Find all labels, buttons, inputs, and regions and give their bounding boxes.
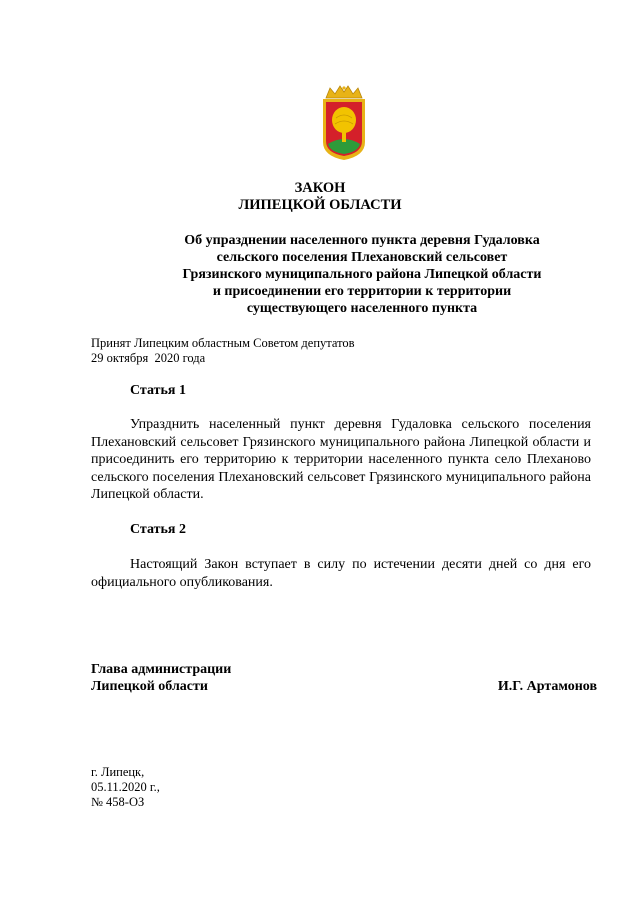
law-title-line1: ЗАКОН xyxy=(294,180,346,196)
signature-block xyxy=(91,661,597,695)
footer-date: 05.11.2020 г., xyxy=(91,780,160,794)
signatory-position-line2: Липецкой области xyxy=(91,679,208,694)
law-subject-line: существующего населенного пункта xyxy=(246,301,478,316)
law-subject-line: Об упразднении населенного пункта деревня Гудаловка xyxy=(184,233,540,248)
law-subject-line: и присоединении его территории к территории xyxy=(212,284,512,299)
footer-place: г. Липецк, xyxy=(91,765,145,779)
law-subject-line: сельского поселения Плехановский сельсовет xyxy=(216,250,508,265)
law-subject-line: Грязинского муниципального района Липецкой области xyxy=(182,267,542,282)
article-1-text: Упразднить населенный пункт деревня Гудаловка сельского поселения Плехановский сельсовет Грязинского муниципального района Липецкой области и присоединить его территорию к территории населенного пункта село Плеханово сельского поселения Плехановский сельсовет Грязинского муниципального района Липецкой области. xyxy=(91,417,591,502)
footer-number: № 458-ОЗ xyxy=(91,795,145,809)
article-1-heading: Статья 1 xyxy=(130,383,186,398)
article-2-heading: Статья 2 xyxy=(130,522,186,537)
law-subject xyxy=(0,232,640,317)
adoption-date: 29 октября 2020 года xyxy=(91,351,206,365)
adoption-body: Принят Липецким областным Советом депутатов xyxy=(91,336,355,350)
signatory-name: И.Г. Артамонов xyxy=(497,679,597,694)
signatory-position-line1: Глава администрации xyxy=(91,662,232,677)
coat-of-arms-icon xyxy=(318,84,370,162)
document-footer xyxy=(91,765,160,810)
law-title-line2: ЛИПЕЦКОЙ ОБЛАСТИ xyxy=(238,197,402,213)
law-title xyxy=(0,180,640,214)
adoption-note xyxy=(91,336,355,366)
article-2-text: Настоящий Закон вступает в силу по истечении десяти дней со дня его официального опубликования. xyxy=(91,557,591,590)
